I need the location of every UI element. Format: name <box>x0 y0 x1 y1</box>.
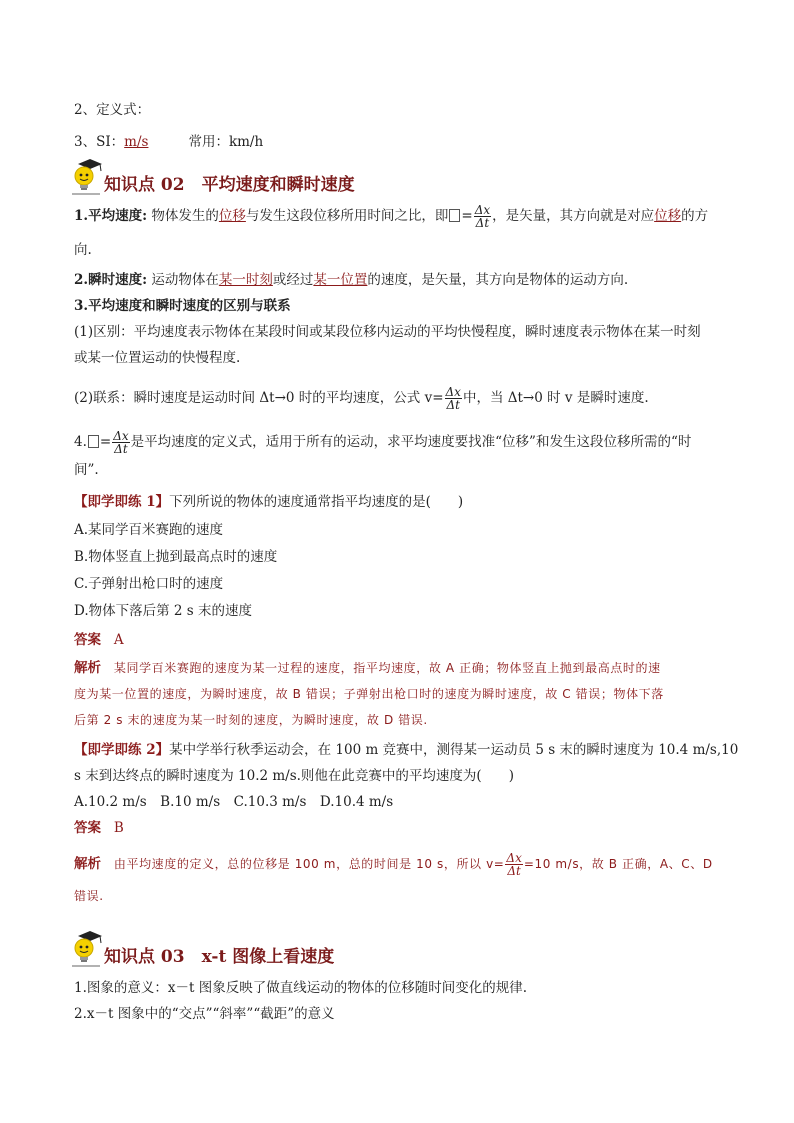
ex1-option-d: D.物体下落后第 2 s 末的速度 <box>74 603 253 619</box>
delta-fraction <box>112 430 129 455</box>
difference-line2: 或某一位置运动的快慢程度. <box>74 350 241 366</box>
si-line <box>74 132 263 152</box>
xt-meaning-line: 1.图象的意义：x－t 图象反映了做直线运动的物体的位移随时间变化的规律. <box>74 980 528 996</box>
text-seg: 与发生这段位移所用时间之比，即 <box>245 208 449 224</box>
text-seg: 的速度，是矢量，其方向是物体的运动方向. <box>367 272 629 288</box>
xt-points-line: 2.x－t 图象中的“交点”“斜率”“截距”的意义 <box>74 1006 335 1022</box>
relation-heading: 3.平均速度和瞬时速度的区别与联系 <box>74 298 291 314</box>
ex2-options: A.10.2 m/s B.10 m/s C.10.3 m/s D.10.4 m/s <box>74 794 394 810</box>
ex2-analysis-line1 <box>74 852 713 877</box>
underline-term: 位移 <box>654 208 682 224</box>
definition-note-line2: 间”. <box>74 462 99 478</box>
frac-num: Δx <box>506 851 522 865</box>
answer-label: 答案 <box>74 632 101 648</box>
inst-speed-label: 2.瞬时速度: <box>74 272 148 288</box>
analysis-text: 某同学百米赛跑的速度为某一过程的速度，指平均速度，故 A 正确；物体竖直上抛到最高点时的速 <box>113 661 661 675</box>
definition-line: 2、定义式： <box>74 102 151 118</box>
analysis-text: =10 m/s，故 B 正确，A、C、D <box>523 857 713 871</box>
question-text: 某中学举行秋季运动会，在 100 m 竞赛中，测得某一运动员 5 s 末的瞬时速度为 10.4 m/s,10 <box>169 742 739 758</box>
answer-label: 答案 <box>74 820 101 836</box>
exercise-tag: 【即学即练 2】 <box>74 742 170 758</box>
ex1-analysis-line3: 后第 2 s 末的速度为某一时刻的速度，为瞬时速度，故 D 错误. <box>74 713 428 727</box>
delta-fraction <box>445 386 462 411</box>
kp03-title: 知识点 03 x-t 图像上看速度 <box>104 947 335 967</box>
placeholder-box-icon <box>449 209 460 222</box>
underline-term: 某一时刻 <box>218 272 273 288</box>
analysis-label: 解析 <box>74 660 101 676</box>
underline-term: 某一位置 <box>313 272 368 288</box>
lightbulb-graduate-icon <box>70 158 104 196</box>
delta-fraction <box>474 204 491 229</box>
avg-speed-label: 1.平均速度: <box>74 208 148 224</box>
frac-num: Δx <box>445 385 461 399</box>
ex1-analysis-line2: 度为某一位置的速度，为瞬时速度，故 B 错误；子弹射出枪口时的速度为瞬时速度，故 C 错误；物体下落 <box>74 687 664 701</box>
answer-value: B <box>113 820 124 836</box>
si-prefix: 3、SI： <box>74 134 125 150</box>
placeholder-box-icon <box>88 435 99 448</box>
common-unit: 常用：km/h <box>188 134 264 150</box>
analysis-text: 由平均速度的定义，总的位移是 100 m，总的时间是 10 s，所以 v= <box>113 857 505 871</box>
text-seg: 物体发生的 <box>147 208 219 224</box>
ex2-analysis-line2: 错误. <box>74 889 104 903</box>
si-unit: m/s <box>124 134 149 150</box>
exercise-tag: 【即学即练 1】 <box>74 494 170 510</box>
question-text: 下列所说的物体的速度通常指平均速度的是( ) <box>169 494 464 510</box>
underline-term: 位移 <box>218 208 246 224</box>
definition-note-line1: 4. = $\frac{\Delta x}{\Delta t}$ 是平均速度的定义式，适用于所有的运动，求平均速度要找准“位移”和发生这段位移所需的“时 <box>74 429 692 456</box>
ex2-answer <box>74 818 124 838</box>
difference-line1: (1)区别：平均速度表示物体在某段时间或某段位移内运动的平均快慢程度，瞬时速度表示物体在某一时刻 <box>74 324 701 340</box>
ex1-analysis-line1 <box>74 658 661 678</box>
text-seg: 运动物体在 <box>147 272 219 288</box>
text-seg: (2)联系：瞬时速度是运动时间 Δt→0 时的平均速度，公式 v= <box>74 390 444 406</box>
text-seg: 或经过 <box>272 272 314 288</box>
avg-speed-line2: 向. <box>74 242 92 258</box>
ex1-option-b: B.物体竖直上抛到最高点时的速度 <box>74 549 278 565</box>
exercise2-question-line2: s 末到达终点的瞬时速度为 10.2 m/s.则他在此竞赛中的平均速度为( ) <box>74 768 514 784</box>
text-seg: 中，当 Δt→0 时 v 是瞬时速度. <box>462 390 649 406</box>
text-seg: 4. <box>74 434 87 450</box>
relation-line <box>74 386 649 411</box>
exercise1-question <box>74 492 463 512</box>
text-seg: ，是矢量，其方向就是对应 <box>492 208 655 224</box>
frac-den: Δt <box>475 216 490 230</box>
frac-den: Δt <box>507 864 521 878</box>
ex1-answer <box>74 630 124 650</box>
avg-speed-line1: 1.平均速度: 物体发生的位移与发生这段位移所用时间之比，即 = $\frac{\Delta x}{\Delta t}$ ，是矢量，其方向就是对应位移的方 <box>74 203 709 230</box>
inst-speed-line <box>74 270 628 290</box>
kp02-title: 知识点 02 平均速度和瞬时速度 <box>104 175 355 195</box>
exercise2-question-line1 <box>74 740 738 760</box>
frac-num: Δx <box>113 429 129 443</box>
lightbulb-graduate-icon <box>70 930 104 968</box>
frac-num: Δx <box>474 203 491 217</box>
ex1-option-c: C.子弹射出枪口时的速度 <box>74 576 224 592</box>
analysis-label: 解析 <box>74 856 101 872</box>
ex1-option-a: A.某同学百米赛跑的速度 <box>74 522 224 538</box>
text-seg: 的方 <box>681 208 709 224</box>
answer-value: A <box>113 632 124 648</box>
frac-den: Δt <box>114 442 128 456</box>
frac-den: Δt <box>446 398 460 412</box>
text-seg: 是平均速度的定义式，适用于所有的运动，求平均速度要找准“位移”和发生这段位移所需的“时 <box>130 434 692 450</box>
delta-fraction <box>505 852 522 877</box>
